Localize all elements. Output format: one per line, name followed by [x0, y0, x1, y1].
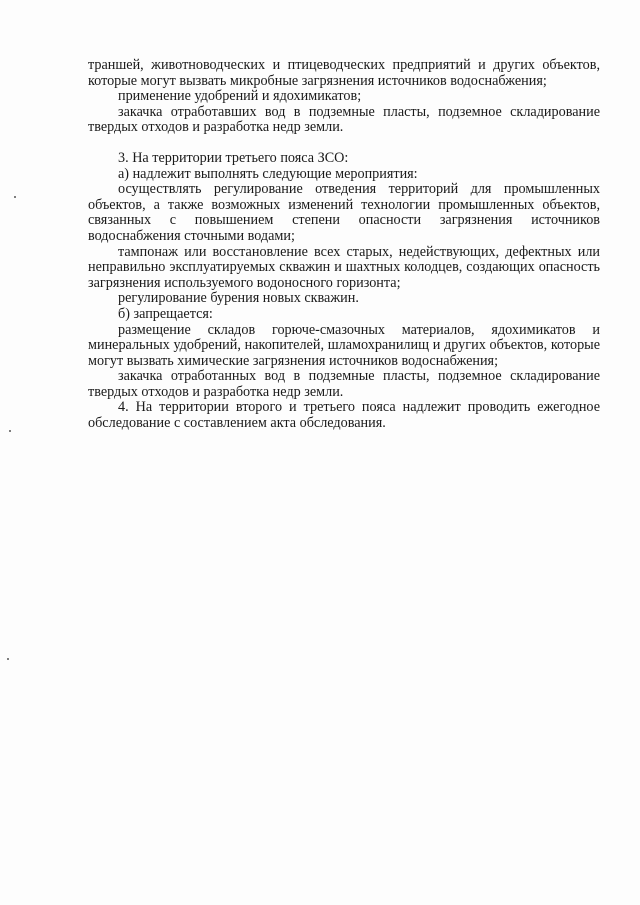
paragraph-6: регулирование бурения новых скважин. — [118, 290, 359, 307]
paragraph-8: закачка отработанных вод в подземные пласты, подземное складирование твердых отходов и разработка недр земли. — [88, 368, 600, 400]
paragraph-4: осуществлять регулирование отведения территорий для промышленных объектов, а также возможных изменений технологии промышленных объектов, связанных с повышением степени опасности загрязнения источников водоснабжения сточными водами; — [88, 181, 600, 244]
section-4-paragraph: 4. На территории второго и третьего пояса надлежит проводить ежегодное обследование с составлением акта обследования. — [88, 399, 600, 432]
section-3-heading: 3. На территории третьего пояса ЗСО: — [118, 149, 349, 166]
document-body — [88, 58, 600, 432]
scan-speck — [9, 430, 11, 432]
subsection-b-heading: б) запрещается: — [118, 305, 213, 322]
scan-speck — [14, 196, 16, 198]
paragraph-5: тампонаж или восстановление всех старых, недействующих, дефектных или неправильно эксплуатируемых скважин и шахтных колодцев, создающих опасность загрязнения используемого водоносного горизонта; — [88, 243, 600, 291]
subsection-a-heading: а) надлежит выполнять следующие мероприятия: — [118, 165, 418, 182]
paragraph-1: траншей, животноводческих и птицеводческих предприятий и других объектов, которые могут вызвать микробные загрязнения источников водоснабжения; — [88, 57, 600, 89]
paragraph-2: применение удобрений и ядохимикатов; — [118, 88, 362, 105]
paragraph-3: закачка отработавших вод в подземные пласты, подземное складирование твердых отходов и разработка недр земли. — [88, 103, 600, 136]
scan-speck — [7, 658, 9, 660]
paragraph-7: размещение складов горюче-смазочных материалов, ядохимикатов и минеральных удобрений, накопителей, шламохранилищ и других объектов, которые могут вызвать химические загрязнения источников водоснабжения; — [88, 321, 600, 369]
